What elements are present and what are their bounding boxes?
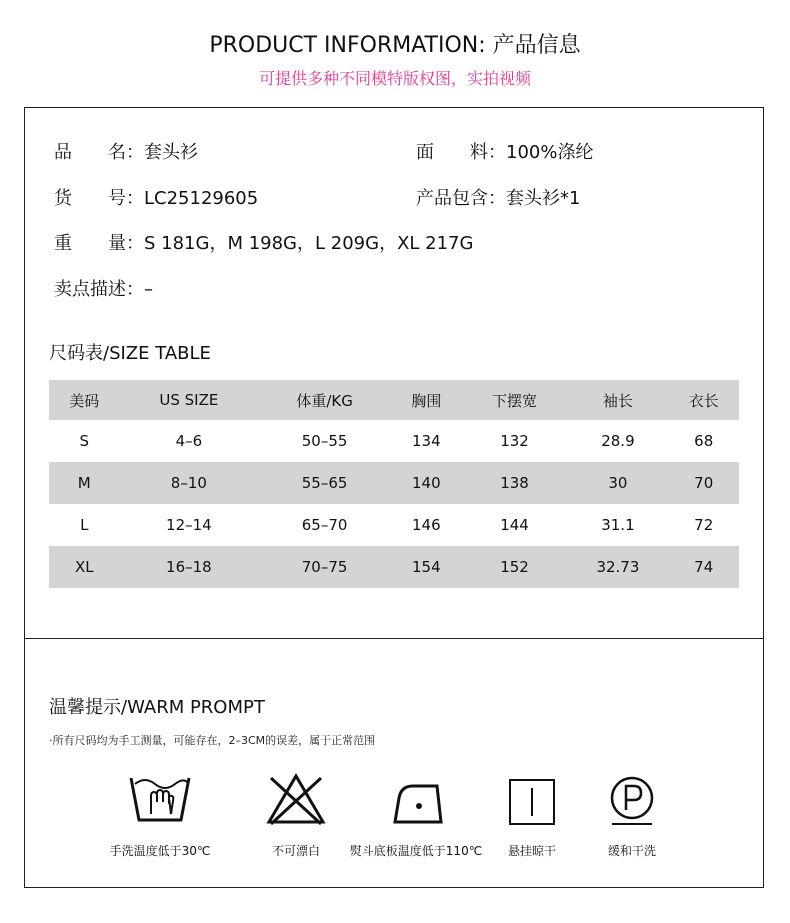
- table-cell: 72: [694, 516, 714, 534]
- table-cell: 28.9: [601, 432, 635, 450]
- info-weight-label: 重 量：: [54, 233, 144, 254]
- table-cell: 8–10: [170, 474, 207, 492]
- table-cell: 68: [694, 432, 714, 450]
- hand-wash-icon: [125, 770, 195, 830]
- table-cell: 146: [412, 516, 441, 534]
- info-weight: [54, 229, 473, 255]
- table-cell: 70–75: [301, 558, 348, 576]
- info-material: [416, 138, 593, 164]
- table-cell: 55–65: [301, 474, 348, 492]
- info-contents-label: 产品包含：: [416, 188, 506, 209]
- care-label: 手洗温度低于30℃: [109, 844, 211, 858]
- table-row: [49, 462, 739, 504]
- info-selling: [54, 275, 153, 301]
- table-cell: 32.73: [596, 558, 640, 576]
- table-cell: M: [77, 474, 91, 492]
- page-title: PRODUCT INFORMATION: 产品信息: [209, 33, 581, 58]
- table-cell: 132: [500, 432, 529, 450]
- care-label: 不可漂白: [271, 844, 320, 858]
- table-cell: 70: [694, 474, 714, 492]
- measurement-note: ·所有尺码均为手工测量，可能存在，2–3CM的误差，属于正常范围: [49, 734, 376, 747]
- dry-clean-p-icon: [597, 770, 667, 830]
- size-table-header: 体重/KG: [296, 391, 353, 410]
- care-item-hand-wash: [90, 770, 230, 858]
- table-cell: 12–14: [166, 516, 212, 534]
- care-item-no-bleach: [226, 770, 366, 858]
- table-row: [49, 546, 739, 588]
- info-sku-label: 货 号：: [54, 188, 144, 209]
- page-subtitle: 可提供多种不同模特版权图，实拍视频: [258, 69, 531, 88]
- info-contents: [416, 184, 580, 210]
- info-contents-value: 套头衫*1: [506, 188, 581, 209]
- info-name-value: 套头衫: [144, 142, 198, 163]
- table-cell: 16–18: [166, 558, 212, 576]
- size-table-title: 尺码表/SIZE TABLE: [49, 343, 211, 364]
- warm-prompt-title: 温馨提示/WARM PROMPT: [49, 697, 265, 718]
- info-sku: [54, 184, 258, 210]
- size-table: [49, 380, 739, 588]
- table-cell: 154: [412, 558, 441, 576]
- info-weight-value: S 181G，M 198G，L 209G，XL 217G: [144, 233, 474, 254]
- table-cell: 30: [608, 474, 628, 492]
- table-cell: 138: [500, 474, 529, 492]
- table-cell: 65–70: [301, 516, 348, 534]
- table-cell: 152: [500, 558, 529, 576]
- size-table-header: 下摆宽: [492, 391, 538, 410]
- info-sku-value: LC25129605: [144, 188, 259, 209]
- table-row: [49, 504, 739, 546]
- table-cell: 144: [500, 516, 529, 534]
- table-cell: 74: [694, 558, 714, 576]
- info-selling-label: 卖点描述：: [54, 279, 144, 300]
- hang-dry-icon: [497, 770, 567, 830]
- care-label: 悬挂晾干: [507, 844, 556, 858]
- table-cell: L: [80, 516, 89, 534]
- table-cell: S: [79, 432, 90, 450]
- care-label: 缓和干洗: [607, 844, 656, 858]
- size-table-header: 美码: [69, 391, 100, 410]
- size-table-header: 衣长: [688, 391, 719, 410]
- info-name: [54, 138, 198, 164]
- size-table-header: 胸围: [411, 391, 442, 410]
- table-cell: 31.1: [601, 516, 635, 534]
- table-row: [49, 420, 739, 462]
- info-name-label: 品 名：: [54, 142, 144, 163]
- info-selling-value: –: [144, 279, 153, 300]
- table-cell: XL: [74, 558, 94, 576]
- care-label: 熨斗底板温度低于110℃: [349, 844, 483, 858]
- info-material-label: 面 料：: [416, 142, 506, 163]
- table-cell: 4–6: [175, 432, 203, 450]
- size-table-header: US SIZE: [159, 391, 219, 409]
- size-table-header-row: [49, 380, 739, 420]
- size-table-header: 袖长: [602, 391, 633, 410]
- table-cell: 140: [412, 474, 441, 492]
- table-cell: 134: [412, 432, 441, 450]
- care-item-dry-clean: [562, 770, 702, 858]
- no-bleach-icon: [261, 770, 331, 830]
- iron-icon: [381, 770, 451, 830]
- info-material-value: 100%涤纶: [506, 142, 594, 163]
- table-cell: 50–55: [301, 432, 348, 450]
